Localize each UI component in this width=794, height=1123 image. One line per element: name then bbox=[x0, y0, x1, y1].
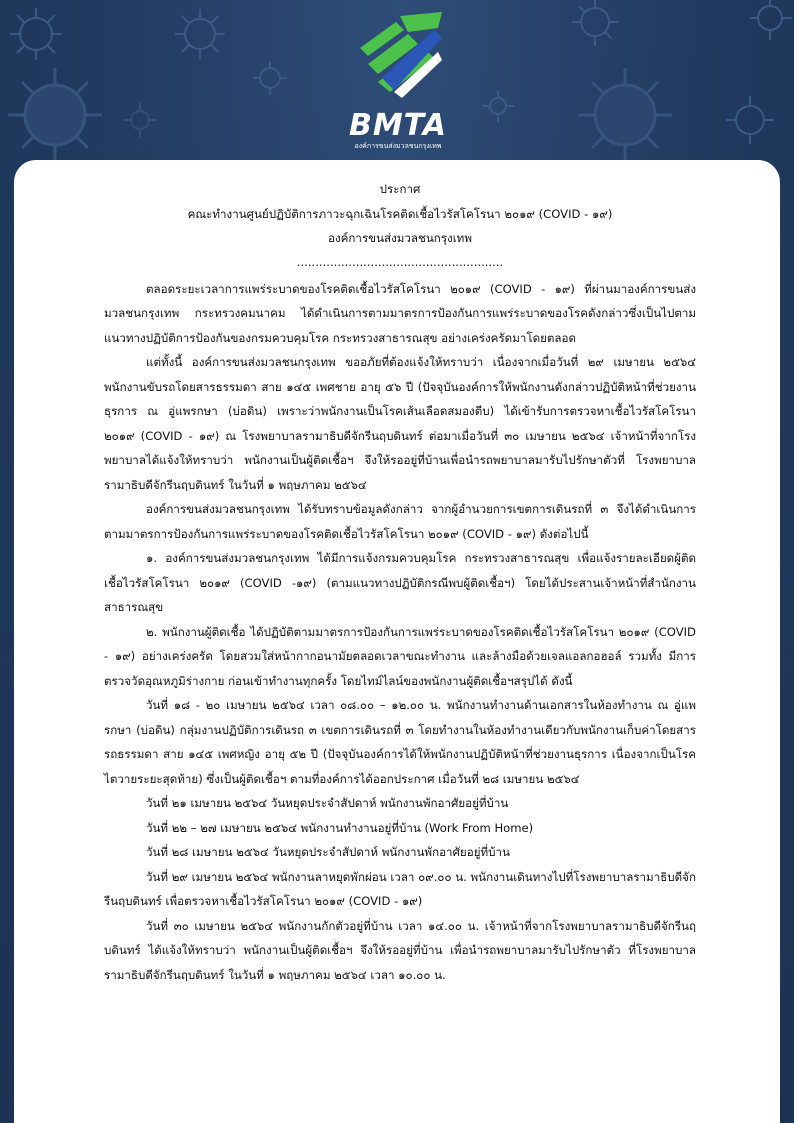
timeline-item: วันที่ ๒๒ – ๒๗ เมษายน ๒๕๖๔ พนักงานทำงานอยู่ที่บ้าน (Work From Home) bbox=[146, 820, 534, 835]
virus-icon bbox=[720, 90, 780, 150]
virus-icon bbox=[120, 100, 160, 140]
separator-dots: ........................................................ bbox=[296, 254, 504, 269]
paragraph: ตลอดระยะเวลาการแพร่ระบาดของโรคติดเชื้อไวรัสโคโรนา ๒๐๑๙ (COVID - ๑๙) ที่ผ่านมาองค์การขนส่งมวลชนกรุงเทพ กระทรวงคมนาคม ได้ดำเนินการตามมาตรการป้องกันการแพร่ระบาดของโรคดังกล่าวซึ่งเป็นไปตามแนวทางปฏิบัติการป้องกันของกรมควบคุมโรค กระทรวงสาธารณสุข อย่างเคร่งครัดมาโดยตลอด bbox=[104, 281, 696, 345]
virus-icon bbox=[560, 0, 630, 60]
timeline-item: วันที่ ๑๘ - ๒๐ เมษายน ๒๕๖๔ เวลา ๐๘.๐๐ – ๑๒.๐๐ น. พนักงานทำงานด้านเอกสารในห้องทำงาน ณ อู่แพรกษา (บ่อดิน) กลุ่มงานปฏิบัติการเดินรถ ๓ เขตการเดินรถที่ ๓ โดยทำงานในห้องทำงานเดียวกับพนักงานเก็บค่าโดยสารรถธรรมดา สาย ๑๔๕ เพศหญิง อายุ ๕๒ ปี (ปัจจุบันองค์การได้ให้พนักงานปฏิบัติหน้าที่ช่วยงานธุรการ เนื่องจากเป็นโรคไตวายระยะสุดท้าย) ซึ่งเป็นผู้ติดเชื้อฯ ตามที่องค์การได้ออกประกาศ เมื่อวันที่ ๒๘ เมษายน ๒๕๖๔ bbox=[104, 698, 696, 786]
timeline-item: วันที่ ๒๙ เมษายน ๒๕๖๔ พนักงานลาหยุดพักผ่อน เวลา ๐๙.๐๐ น. พนักงานเดินทางไปที่โรงพยาบาลรามาธิบดีจักรีนฤบดินทร์ เพื่อตรวจหาเชื้อไวรัสโคโรนา ๒๐๑๙ (COVID - ๑๙) bbox=[104, 869, 696, 908]
logo-subtitle: องค์การขนส่งมวลชนกรุงเทพ bbox=[354, 142, 442, 150]
announcement-organization: องค์การขนส่งมวลชนกรุงเทพ bbox=[328, 231, 472, 245]
virus-icon bbox=[740, 0, 794, 50]
announcement-committee: คณะทำงานศูนย์ปฏิบัติการภาวะฉุกเฉินโรคติดเชื้อไวรัสโคโรนา ๒๐๑๙ (COVID - ๑๙) bbox=[187, 206, 613, 221]
virus-icon bbox=[570, 60, 680, 170]
timeline-item: วันที่ ๒๘ เมษายน ๒๕๖๔ วันหยุดประจำสัปดาห์ พนักงานพักอาศัยอยู่ที่บ้าน bbox=[146, 845, 510, 859]
virus-icon bbox=[0, 60, 110, 170]
virus-icon bbox=[6, 4, 66, 64]
bmta-logo bbox=[338, 8, 458, 158]
bmta-logo-mark-icon bbox=[338, 8, 458, 108]
paragraph: แต่ทั้งนี้ องค์การขนส่งมวลชนกรุงเทพ ขออภัยที่ต้องแจ้งให้ทราบว่า เนื่องจากเมื่อวันที่ ๒๙ เมษายน ๒๕๖๔ พนักงานขับรถโดยสารธรรมดา สาย ๑๔๕ เพศชาย อายุ ๕๖ ปี (ปัจจุบันองค์การให้พนักงานดังกล่าวปฏิบัติหน้าที่ช่วยงานธุรการ ณ อู่แพรกษา (บ่อดิน) เพราะว่าพนักงานเป็นโรคเส้นเลือดสมองตีบ) ได้เข้ารับการตรวจหาเชื้อไวรัสโคโรนา ๒๐๑๙ (COVID - ๑๙) ณ โรงพยาบาลรามาธิบดีจักรีนฤบดินทร์ ต่อมาเมื่อวันที่ ๓๐ เมษายน ๒๕๖๔ เจ้าหน้าที่จากโรงพยาบาลได้แจ้งให้ทราบว่า พนักงานเป็นผู้ติดเชื้อฯ จึงให้รออยู่ที่บ้านเพื่อนำรถพยาบาลมารับไปรักษาตัวที่ โรงพยาบาลรามาธิบดีจักรีนฤบดินทร์ ในวันที่ ๑ พฤษภาคม ๒๕๖๔ bbox=[104, 355, 696, 492]
paragraph: ๑. องค์การขนส่งมวลชนกรุงเทพ ได้มีการแจ้งกรมควบคุมโรค กระทรวงสาธารณสุข เพื่อแจ้งรายละเอียดผู้ติดเชื้อไวรัสโคโรนา ๒๐๑๙ (COVID -๑๙) (ตามแนวทางปฏิบัติกรณีพบผู้ติดเชื้อฯ) โดยได้ประสานเจ้าหน้าที่สำนักงานสาธารณสุข bbox=[104, 551, 696, 614]
announcement-content bbox=[104, 177, 696, 987]
virus-icon bbox=[250, 58, 290, 98]
paragraph: องค์การขนส่งมวลชนกรุงเทพ ได้รับทราบข้อมูลดังกล่าว จากผู้อำนวยการเขตการเดินรถที่ ๓ จึงได้ดำเนินการตามมาตรการป้องกันการแพร่ระบาดของโรคติดเชื้อไวรัสโคโรนา ๒๐๑๙ (COVID - ๑๙) ดังต่อไปนี้ bbox=[104, 502, 696, 541]
paragraph: ๒. พนักงานผู้ติดเชื้อ ได้ปฏิบัติตามมาตรการป้องกันการแพร่ระบาดของโรคติดเชื้อไวรัสโคโรนา ๒๐๑๙ (COVID - ๑๙) อย่างเคร่งครัด โดยสวมใส่หน้ากากอนามัยตลอดเวลาขณะทำงาน และล้างมือด้วยเจลแอลกอฮอล์ รวมทั้ง มีการตรวจวัดอุณหภูมิร่างกาย ก่อนเข้าทำงานทุกครั้ง โดยไทม์ไลน์ของพนักงานผู้ติดเชื้อฯสรุปได้ ดังนี้ bbox=[104, 624, 696, 688]
virus-icon bbox=[170, 4, 230, 64]
logo-text: BMTA bbox=[348, 108, 448, 143]
virus-icon bbox=[480, 88, 516, 124]
announcement-heading: ประกาศ bbox=[379, 182, 421, 196]
timeline-item: วันที่ ๓๐ เมษายน ๒๕๖๔ พนักงานกักตัวอยู่ที่บ้าน เวลา ๑๔.๐๐ น. เจ้าหน้าที่จากโรงพยาบาลรามาธิบดีจักรีนฤบดินทร์ ได้แจ้งให้ทราบว่า พนักงานเป็นผู้ติดเชื้อฯ จึงให้รออยู่ที่บ้าน เพื่อนำรถพยาบาลมารับไปรักษาตัว ที่โรงพยาบาลรามาธิบดีจักรีนฤบดินทร์ ในวันที่ ๑ พฤษภาคม ๒๕๖๔ เวลา ๑๐.๐๐ น. bbox=[104, 918, 696, 982]
timeline-item: วันที่ ๒๑ เมษายน ๒๕๖๔ วันหยุดประจำสัปดาห์ พนักงานพักอาศัยอยู่ที่บ้าน bbox=[146, 796, 509, 810]
